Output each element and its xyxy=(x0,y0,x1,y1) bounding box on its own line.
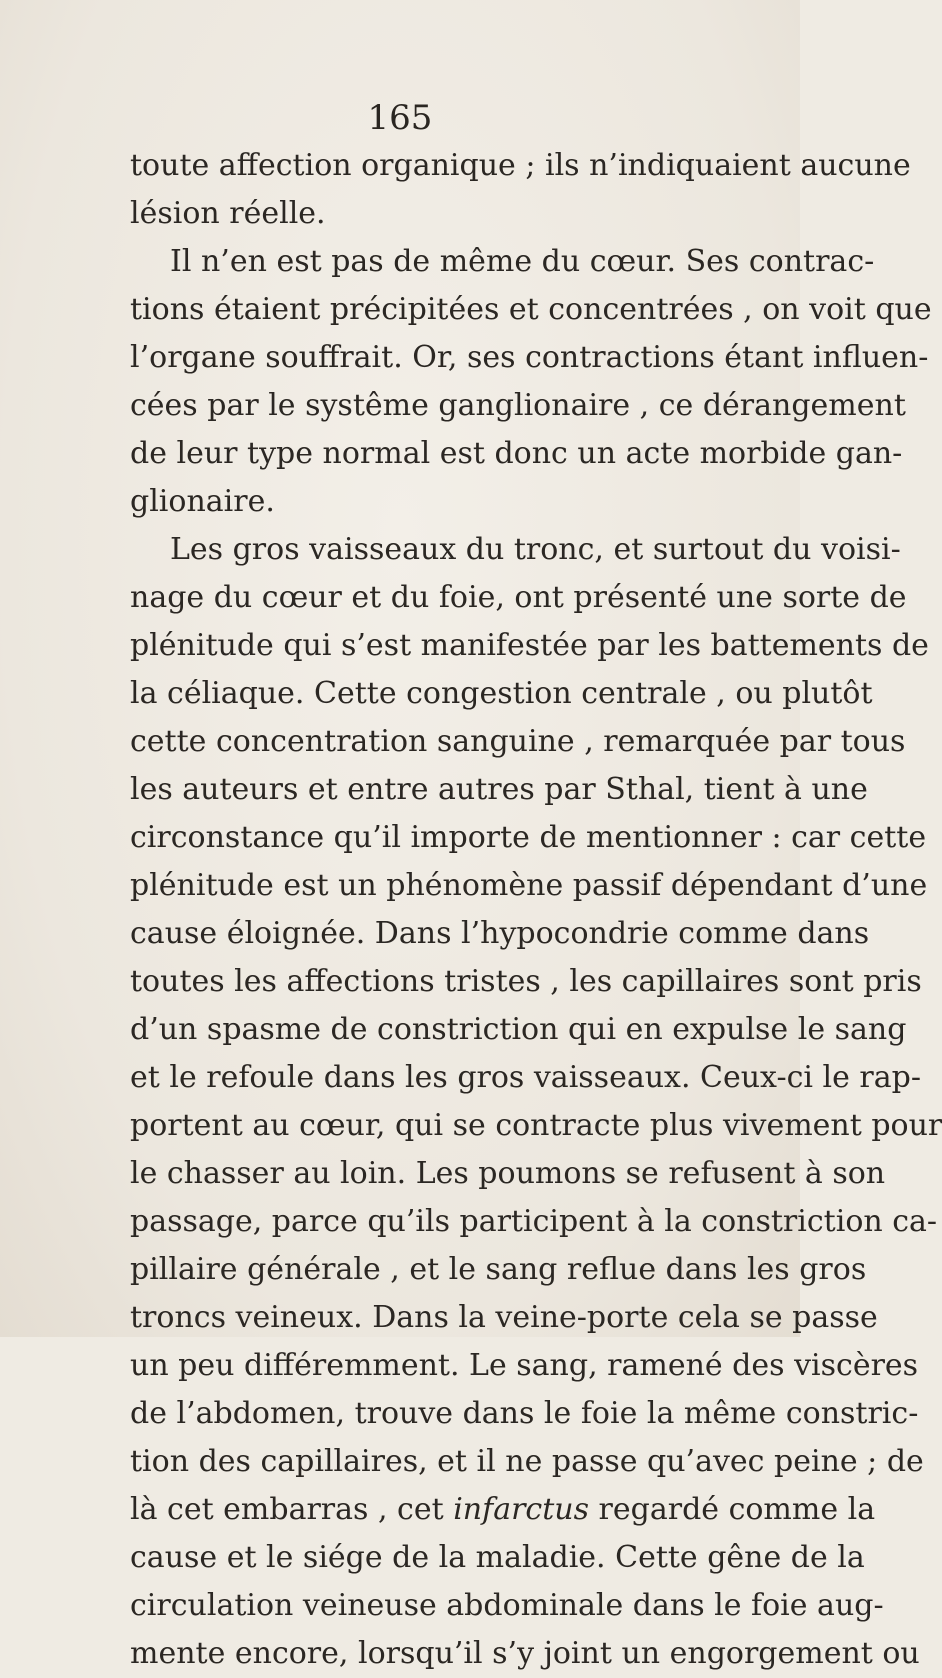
text-segment: là cet embarras , cet xyxy=(130,1492,454,1527)
text-line: tion des capillaires, et il ne passe qu’avec peine ; de xyxy=(130,1444,924,1479)
text-line: nage du cœur et du foie, ont présenté une sorte de xyxy=(130,580,907,615)
text-line: les auteurs et entre autres par Sthal, tient à une xyxy=(130,772,868,807)
text-line: mente encore, lorsqu’il s’y joint un engorgement ou xyxy=(130,1636,920,1671)
text-line: glionaire. xyxy=(130,484,275,519)
page-number: 165 xyxy=(367,98,433,138)
text-line: de l’abdomen, trouve dans le foie la même constric- xyxy=(130,1396,919,1431)
text-line: l’organe souffrait. Or, ses contractions étant influen- xyxy=(130,340,929,375)
text-line: cées par le systême ganglionaire , ce dérangement xyxy=(130,388,906,423)
text-line-with-italic xyxy=(130,1486,876,1534)
page-body-text xyxy=(130,142,942,1678)
text-line: tions étaient précipitées et concentrées , on voit que xyxy=(130,292,932,327)
text-line: de leur type normal est donc un acte morbide gan- xyxy=(130,436,903,471)
text-line: plénitude est un phénomène passif dépendant d’une xyxy=(130,868,928,903)
text-line: Les gros vaisseaux du tronc, et surtout du voisi- xyxy=(170,532,901,567)
text-line: cause et le siége de la maladie. Cette gêne de la xyxy=(130,1540,865,1575)
text-line: la céliaque. Cette congestion centrale , ou plutôt xyxy=(130,676,873,711)
text-segment: regardé comme la xyxy=(589,1492,876,1527)
text-line: circulation veineuse abdominale dans le foie aug- xyxy=(130,1588,884,1623)
text-line: troncs veineux. Dans la veine-porte cela se passe xyxy=(130,1300,878,1335)
text-line: toute affection organique ; ils n’indiquaient aucune xyxy=(130,148,911,183)
text-line: et le refoule dans les gros vaisseaux. Ceux-ci le rap- xyxy=(130,1060,921,1095)
text-line: circonstance qu’il importe de mentionner : car cette xyxy=(130,820,927,855)
text-line: Il n’en est pas de même du cœur. Ses contrac- xyxy=(170,244,875,279)
text-line: plénitude qui s’est manifestée par les battements de xyxy=(130,628,929,663)
text-line: passage, parce qu’ils participent à la constriction ca- xyxy=(130,1204,938,1239)
italic-word: infarctus xyxy=(453,1492,590,1527)
text-line: lésion réelle. xyxy=(130,196,326,231)
text-line: le chasser au loin. Les poumons se refusent à son xyxy=(130,1156,886,1191)
text-line: d’un spasme de constriction qui en expulse le sang xyxy=(130,1012,907,1047)
text-line: toutes les affections tristes , les capillaires sont pris xyxy=(130,964,922,999)
text-line: cette concentration sanguine , remarquée par tous xyxy=(130,724,906,759)
text-line: portent au cœur, qui se contracte plus vivement pour xyxy=(130,1108,942,1143)
text-line: un peu différemment. Le sang, ramené des viscères xyxy=(130,1348,919,1383)
text-line: pillaire générale , et le sang reflue dans les gros xyxy=(130,1252,867,1287)
text-line: cause éloignée. Dans l’hypocondrie comme dans xyxy=(130,916,870,951)
